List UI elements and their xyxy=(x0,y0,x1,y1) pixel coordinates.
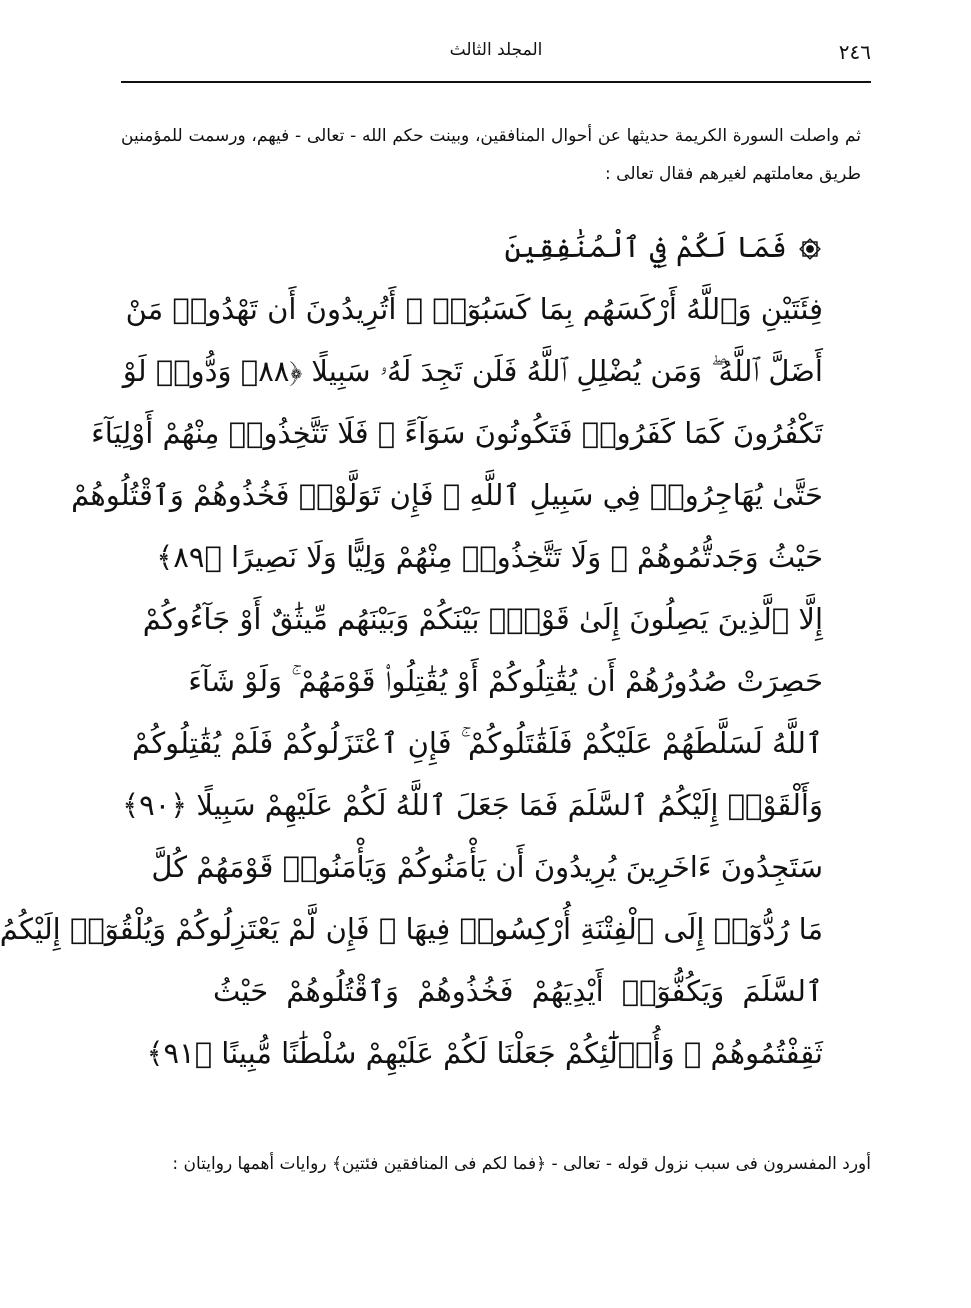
verse-line: حَيْثُ وَجَدتُّمُوهُمْ ۖ وَلَا تَتَّخِذُوا۟ مِنْهُمْ وَلِيًّا وَلَا نَصِيرًا ﴿٨٩﴾ xyxy=(156,540,823,574)
volume-label: المجلد الثالث xyxy=(449,40,543,60)
intro-paragraph: ثم واصلت السورة الكريمة حديثها عن أحوال المنافقين، وبينت حكم الله - تعالى - فيهم، ورسمت للمؤمنين طريق معاملتهم لغيرهم فقال تعالى : xyxy=(121,126,861,184)
verse-line: تَكْفُرُونَ كَمَا كَفَرُوا۟ فَتَكُونُونَ سَوَآءً ۖ فَلَا تَتَّخِذُوا۟ مِنْهُمْ أَوْلِيَآءَ xyxy=(91,416,823,450)
quran-verses-block xyxy=(0,216,823,1084)
verse-line: أَضَلَّ ٱللَّهُ ۖ وَمَن يُضْلِلِ ٱللَّهُ فَلَن تَجِدَ لَهُۥ سَبِيلًا ﴿٨٨﴾ وَدُّوا۟ لَوْ xyxy=(122,354,823,388)
verse-line: وَأَلْقَوْا۟ إِلَيْكُمُ ٱلسَّلَمَ فَمَا جَعَلَ ٱللَّهُ لَكُمْ عَلَيْهِمْ سَبِيلًا ﴿٩٠﴾ xyxy=(122,788,823,822)
verse-line: ٱللَّهُ لَسَلَّطَهُمْ عَلَيْكُمْ فَلَقَٰتَلُوكُمْ ۚ فَإِنِ ٱعْتَزَلُوكُمْ فَلَمْ يُقَٰتِلُوكُمْ xyxy=(132,726,823,760)
verse-line: فِئَتَيْنِ وَٱللَّهُ أَرْكَسَهُم بِمَا كَسَبُوٓا۟ ۚ أَتُرِيدُونَ أَن تَهْدُوا۟ مَنْ xyxy=(125,292,823,326)
verse-line xyxy=(213,216,823,278)
verse-line: سَتَجِدُونَ ءَاخَرِينَ يُرِيدُونَ أَن يَأْمَنُوكُمْ وَيَأْمَنُوا۟ قَوْمَهُمْ كُلَّ xyxy=(151,850,823,884)
verse-line-text: فَمَا لَكُمْ فِي ٱلْمُنَٰفِقِينَ xyxy=(504,230,787,264)
verse-line: حَصِرَتْ صُدُورُهُمْ أَن يُقَٰتِلُوكُمْ أَوْ يُقَٰتِلُوا۟ قَوْمَهُمْ ۚ وَلَوْ شَآءَ xyxy=(188,664,823,698)
header-divider xyxy=(121,81,871,83)
verse-line: ٱلسَّلَمَ وَيَكُفُّوٓا۟ أَيْدِيَهُمْ فَخُذُوهُمْ وَٱقْتُلُوهُمْ حَيْثُ xyxy=(213,974,823,1008)
page-header xyxy=(121,36,871,72)
page-number: ٢٤٦ xyxy=(838,40,871,64)
commentary-paragraph: أورد المفسرون فى سبب نزول قوله - تعالى - ﴿فما لكم فى المنافقين فئتين﴾ روايات أهمها روايتان : xyxy=(172,1154,871,1174)
verse-line: ثَقِفْتُمُوهُمْ ۚ وَأُو۟لَٰٓئِكُمْ جَعَلْنَا لَكُمْ عَلَيْهِمْ سُلْطَٰنًا مُّبِينًا ﴿٩١﴾ xyxy=(146,1036,823,1070)
rub-el-hizb-flower-icon xyxy=(797,236,823,262)
verse-line: حَتَّىٰ يُهَاجِرُوا۟ فِي سَبِيلِ ٱللَّهِ ۚ فَإِن تَوَلَّوْا۟ فَخُذُوهُمْ وَٱقْتُلُوهُمْ xyxy=(71,478,823,512)
verse-line: مَا رُدُّوٓا۟ إِلَى ٱلْفِتْنَةِ أُرْكِسُوا۟ فِيهَا ۚ فَإِن لَّمْ يَعْتَزِلُوكُمْ وَيُلْقُوٓا۟ إِلَيْكُمُ xyxy=(0,912,823,946)
verse-line: إِلَّا ٱلَّذِينَ يَصِلُونَ إِلَىٰ قَوْمٍۭ بَيْنَكُمْ وَبَيْنَهُم مِّيثَٰقٌ أَوْ جَآءُوكُمْ xyxy=(142,602,823,636)
